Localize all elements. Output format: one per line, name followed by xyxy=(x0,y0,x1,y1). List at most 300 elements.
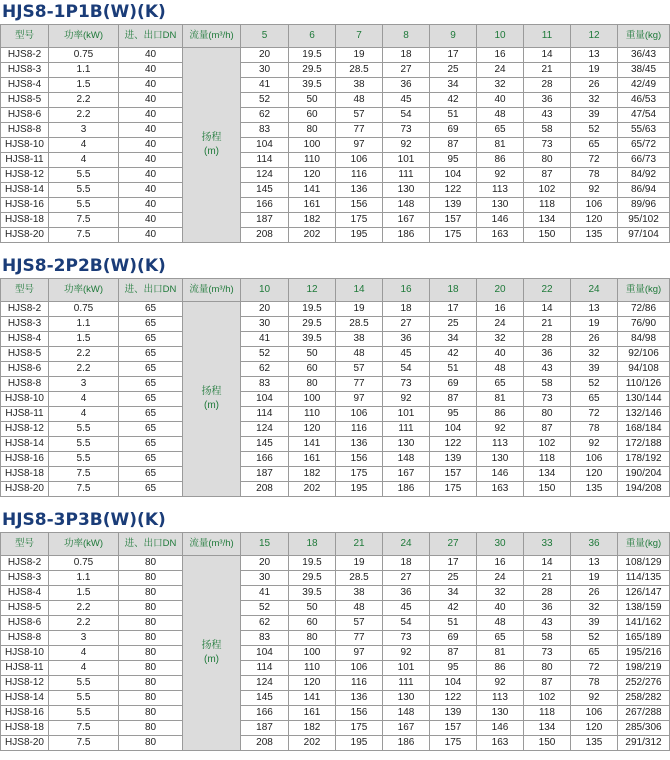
cell-head: 54 xyxy=(383,616,430,631)
table-row xyxy=(1,63,670,78)
cell-head: 81 xyxy=(477,138,524,153)
cell-head: 157 xyxy=(430,467,477,482)
cell-head: 39 xyxy=(571,362,618,377)
cell-head: 57 xyxy=(336,362,383,377)
cell-head: 48 xyxy=(477,108,524,123)
cell-head: 120 xyxy=(571,721,618,736)
cell-dn: 40 xyxy=(119,153,183,168)
cell-head: 182 xyxy=(289,721,336,736)
cell-head: 29.5 xyxy=(289,317,336,332)
cell-dn: 40 xyxy=(119,48,183,63)
cell-head: 208 xyxy=(241,482,289,497)
cell-head: 27 xyxy=(383,571,430,586)
cell-model: HJS8-5 xyxy=(1,93,49,108)
cell-model: HJS8-16 xyxy=(1,452,49,467)
cell-head: 118 xyxy=(524,198,571,213)
table-row xyxy=(1,616,670,631)
cell-head: 195 xyxy=(336,736,383,751)
table-row xyxy=(1,108,670,123)
cell-head: 130 xyxy=(383,691,430,706)
cell-head: 145 xyxy=(241,437,289,452)
header-row xyxy=(1,279,670,302)
cell-head: 120 xyxy=(289,168,336,183)
cell-head: 187 xyxy=(241,467,289,482)
cell-head: 78 xyxy=(571,422,618,437)
cell-head: 141 xyxy=(289,437,336,452)
cell-head: 139 xyxy=(430,198,477,213)
cell-head: 21 xyxy=(524,317,571,332)
table-row xyxy=(1,347,670,362)
cell-head: 52 xyxy=(241,93,289,108)
cell-model: HJS8-12 xyxy=(1,168,49,183)
cell-head: 17 xyxy=(430,556,477,571)
cell-head: 146 xyxy=(477,213,524,228)
cell-dn: 65 xyxy=(119,347,183,362)
cell-power: 4 xyxy=(49,138,119,153)
header-model: 型号 xyxy=(1,25,49,48)
cell-head: 92 xyxy=(383,138,430,153)
cell-head: 41 xyxy=(241,586,289,601)
cell-dn: 80 xyxy=(119,601,183,616)
cell-head: 187 xyxy=(241,213,289,228)
cell-head: 62 xyxy=(241,616,289,631)
cell-head: 72 xyxy=(571,661,618,676)
cell-weight: 84/98 xyxy=(618,332,670,347)
cell-head: 95 xyxy=(430,661,477,676)
cell-head: 163 xyxy=(477,228,524,243)
lift-label xyxy=(183,48,241,243)
cell-head: 106 xyxy=(336,407,383,422)
cell-head: 34 xyxy=(430,332,477,347)
cell-head: 186 xyxy=(383,482,430,497)
cell-head: 80 xyxy=(289,631,336,646)
cell-weight: 114/135 xyxy=(618,571,670,586)
cell-weight: 66/73 xyxy=(618,153,670,168)
cell-power: 4 xyxy=(49,646,119,661)
cell-head: 73 xyxy=(383,631,430,646)
header-weight: 重量(kg) xyxy=(618,25,670,48)
cell-head: 25 xyxy=(430,571,477,586)
cell-dn: 40 xyxy=(119,168,183,183)
cell-head: 19 xyxy=(336,556,383,571)
header-flow-value: 10 xyxy=(241,279,289,302)
cell-head: 166 xyxy=(241,198,289,213)
cell-head: 134 xyxy=(524,467,571,482)
cell-head: 38 xyxy=(336,78,383,93)
header-model: 型号 xyxy=(1,279,49,302)
cell-dn: 65 xyxy=(119,422,183,437)
cell-head: 104 xyxy=(430,168,477,183)
table-row xyxy=(1,706,670,721)
section-title: HJS8-1P1B(W)(K) xyxy=(2,2,166,22)
cell-head: 32 xyxy=(571,347,618,362)
lift-label xyxy=(183,556,241,751)
cell-head: 19 xyxy=(336,302,383,317)
cell-head: 116 xyxy=(336,168,383,183)
cell-head: 72 xyxy=(571,407,618,422)
header-power: 功率(kW) xyxy=(49,279,119,302)
header-flow-value: 12 xyxy=(289,279,336,302)
cell-head: 58 xyxy=(524,377,571,392)
cell-head: 104 xyxy=(241,392,289,407)
cell-head: 150 xyxy=(524,482,571,497)
cell-head: 148 xyxy=(383,198,430,213)
cell-head: 43 xyxy=(524,616,571,631)
cell-head: 14 xyxy=(524,48,571,63)
cell-head: 141 xyxy=(289,183,336,198)
cell-head: 32 xyxy=(477,78,524,93)
cell-head: 148 xyxy=(383,452,430,467)
cell-head: 69 xyxy=(430,123,477,138)
cell-dn: 80 xyxy=(119,556,183,571)
header-flow-value: 30 xyxy=(477,533,524,556)
cell-head: 26 xyxy=(571,78,618,93)
cell-head: 30 xyxy=(241,571,289,586)
cell-head: 52 xyxy=(241,601,289,616)
cell-head: 130 xyxy=(383,183,430,198)
table-row xyxy=(1,721,670,736)
table-row xyxy=(1,631,670,646)
cell-head: 45 xyxy=(383,347,430,362)
cell-model: HJS8-16 xyxy=(1,706,49,721)
cell-head: 135 xyxy=(571,228,618,243)
cell-head: 86 xyxy=(477,407,524,422)
table-row xyxy=(1,228,670,243)
header-weight: 重量(kg) xyxy=(618,533,670,556)
cell-head: 50 xyxy=(289,93,336,108)
cell-head: 195 xyxy=(336,228,383,243)
cell-head: 186 xyxy=(383,228,430,243)
cell-model: HJS8-4 xyxy=(1,586,49,601)
cell-head: 97 xyxy=(336,392,383,407)
cell-head: 48 xyxy=(477,616,524,631)
cell-head: 27 xyxy=(383,317,430,332)
cell-head: 28 xyxy=(524,78,571,93)
cell-weight: 94/108 xyxy=(618,362,670,377)
cell-weight: 46/53 xyxy=(618,93,670,108)
section-title: HJS8-2P2B(W)(K) xyxy=(2,256,166,276)
cell-power: 0.75 xyxy=(49,48,119,63)
cell-dn: 40 xyxy=(119,198,183,213)
cell-head: 65 xyxy=(571,392,618,407)
cell-head: 39 xyxy=(571,108,618,123)
cell-head: 80 xyxy=(524,661,571,676)
cell-dn: 80 xyxy=(119,586,183,601)
cell-head: 101 xyxy=(383,153,430,168)
cell-head: 186 xyxy=(383,736,430,751)
table-row xyxy=(1,437,670,452)
cell-model: HJS8-5 xyxy=(1,347,49,362)
cell-head: 130 xyxy=(477,198,524,213)
cell-head: 106 xyxy=(571,452,618,467)
cell-head: 17 xyxy=(430,302,477,317)
header-weight: 重量(kg) xyxy=(618,279,670,302)
cell-head: 113 xyxy=(477,437,524,452)
cell-head: 156 xyxy=(336,198,383,213)
cell-head: 208 xyxy=(241,736,289,751)
cell-head: 101 xyxy=(383,661,430,676)
table-row xyxy=(1,691,670,706)
table-row xyxy=(1,452,670,467)
cell-dn: 40 xyxy=(119,63,183,78)
cell-head: 101 xyxy=(383,407,430,422)
cell-head: 19 xyxy=(571,571,618,586)
cell-power: 4 xyxy=(49,392,119,407)
cell-dn: 40 xyxy=(119,183,183,198)
cell-weight: 165/189 xyxy=(618,631,670,646)
table-row xyxy=(1,646,670,661)
cell-head: 48 xyxy=(336,347,383,362)
cell-model: HJS8-14 xyxy=(1,691,49,706)
cell-head: 36 xyxy=(383,78,430,93)
cell-head: 83 xyxy=(241,377,289,392)
cell-weight: 267/288 xyxy=(618,706,670,721)
cell-weight: 138/159 xyxy=(618,601,670,616)
cell-head: 120 xyxy=(571,467,618,482)
header-flow-value: 27 xyxy=(430,533,477,556)
table-row xyxy=(1,571,670,586)
cell-weight: 130/144 xyxy=(618,392,670,407)
cell-model: HJS8-2 xyxy=(1,302,49,317)
header-flow: 流量(m³/h) xyxy=(183,533,241,556)
cell-head: 110 xyxy=(289,407,336,422)
cell-model: HJS8-8 xyxy=(1,631,49,646)
cell-dn: 65 xyxy=(119,467,183,482)
cell-head: 97 xyxy=(336,646,383,661)
cell-model: HJS8-14 xyxy=(1,437,49,452)
cell-head: 77 xyxy=(336,123,383,138)
cell-head: 92 xyxy=(571,437,618,452)
cell-head: 65 xyxy=(477,123,524,138)
cell-head: 65 xyxy=(571,138,618,153)
cell-weight: 108/129 xyxy=(618,556,670,571)
table-row xyxy=(1,302,670,317)
cell-dn: 65 xyxy=(119,317,183,332)
cell-head: 26 xyxy=(571,586,618,601)
cell-head: 19 xyxy=(571,317,618,332)
cell-head: 120 xyxy=(289,422,336,437)
cell-model: HJS8-2 xyxy=(1,556,49,571)
cell-head: 141 xyxy=(289,691,336,706)
cell-head: 73 xyxy=(383,377,430,392)
cell-power: 2.2 xyxy=(49,347,119,362)
cell-head: 19.5 xyxy=(289,302,336,317)
cell-head: 77 xyxy=(336,377,383,392)
cell-dn: 40 xyxy=(119,108,183,123)
header-flow-value: 12 xyxy=(571,25,618,48)
cell-head: 87 xyxy=(524,422,571,437)
cell-head: 175 xyxy=(336,721,383,736)
cell-head: 130 xyxy=(383,437,430,452)
cell-weight: 172/188 xyxy=(618,437,670,452)
cell-dn: 80 xyxy=(119,661,183,676)
cell-head: 29.5 xyxy=(289,63,336,78)
cell-head: 167 xyxy=(383,467,430,482)
cell-head: 202 xyxy=(289,736,336,751)
cell-head: 161 xyxy=(289,452,336,467)
header-power: 功率(kW) xyxy=(49,25,119,48)
cell-head: 175 xyxy=(336,467,383,482)
cell-head: 13 xyxy=(571,556,618,571)
cell-head: 39 xyxy=(571,616,618,631)
cell-head: 156 xyxy=(336,452,383,467)
cell-power: 3 xyxy=(49,123,119,138)
cell-weight: 252/276 xyxy=(618,676,670,691)
cell-head: 50 xyxy=(289,601,336,616)
header-flow-value: 18 xyxy=(289,533,336,556)
cell-head: 60 xyxy=(289,362,336,377)
cell-weight: 95/102 xyxy=(618,213,670,228)
cell-head: 60 xyxy=(289,108,336,123)
cell-head: 52 xyxy=(571,123,618,138)
cell-head: 45 xyxy=(383,601,430,616)
cell-head: 87 xyxy=(524,676,571,691)
cell-power: 2.2 xyxy=(49,616,119,631)
cell-power: 7.5 xyxy=(49,467,119,482)
cell-head: 175 xyxy=(336,213,383,228)
cell-dn: 65 xyxy=(119,302,183,317)
cell-head: 157 xyxy=(430,213,477,228)
cell-head: 122 xyxy=(430,183,477,198)
cell-head: 136 xyxy=(336,691,383,706)
cell-head: 27 xyxy=(383,63,430,78)
cell-head: 73 xyxy=(524,646,571,661)
cell-head: 20 xyxy=(241,48,289,63)
cell-head: 50 xyxy=(289,347,336,362)
cell-power: 7.5 xyxy=(49,213,119,228)
cell-head: 120 xyxy=(289,676,336,691)
cell-head: 163 xyxy=(477,736,524,751)
cell-head: 208 xyxy=(241,228,289,243)
header-flow-value: 18 xyxy=(430,279,477,302)
cell-head: 135 xyxy=(571,482,618,497)
cell-head: 130 xyxy=(477,452,524,467)
cell-head: 69 xyxy=(430,377,477,392)
cell-weight: 195/216 xyxy=(618,646,670,661)
cell-head: 114 xyxy=(241,661,289,676)
cell-head: 40 xyxy=(477,601,524,616)
cell-head: 145 xyxy=(241,183,289,198)
table-row xyxy=(1,736,670,751)
cell-head: 26 xyxy=(571,332,618,347)
cell-dn: 65 xyxy=(119,362,183,377)
cell-power: 1.1 xyxy=(49,571,119,586)
cell-dn: 80 xyxy=(119,736,183,751)
cell-weight: 126/147 xyxy=(618,586,670,601)
spec-table xyxy=(0,532,670,751)
cell-head: 51 xyxy=(430,108,477,123)
cell-head: 166 xyxy=(241,706,289,721)
table-row xyxy=(1,482,670,497)
cell-head: 80 xyxy=(289,123,336,138)
cell-model: HJS8-4 xyxy=(1,332,49,347)
cell-head: 92 xyxy=(477,168,524,183)
cell-head: 73 xyxy=(524,138,571,153)
cell-head: 57 xyxy=(336,616,383,631)
cell-power: 5.5 xyxy=(49,422,119,437)
cell-model: HJS8-20 xyxy=(1,482,49,497)
cell-head: 52 xyxy=(571,377,618,392)
cell-head: 124 xyxy=(241,676,289,691)
cell-head: 32 xyxy=(477,586,524,601)
cell-model: HJS8-3 xyxy=(1,63,49,78)
cell-head: 92 xyxy=(383,392,430,407)
cell-dn: 40 xyxy=(119,123,183,138)
cell-head: 42 xyxy=(430,347,477,362)
cell-model: HJS8-11 xyxy=(1,661,49,676)
cell-model: HJS8-6 xyxy=(1,108,49,123)
cell-dn: 80 xyxy=(119,646,183,661)
cell-model: HJS8-3 xyxy=(1,317,49,332)
header-flow-value: 33 xyxy=(524,533,571,556)
header-flow-value: 10 xyxy=(477,25,524,48)
lift-label-line: 扬程 xyxy=(201,386,222,397)
header-flow-value: 11 xyxy=(524,25,571,48)
cell-head: 145 xyxy=(241,691,289,706)
cell-dn: 80 xyxy=(119,571,183,586)
cell-model: HJS8-3 xyxy=(1,571,49,586)
header-flow-value: 21 xyxy=(336,533,383,556)
header-power: 功率(kW) xyxy=(49,533,119,556)
cell-dn: 65 xyxy=(119,332,183,347)
cell-head: 18 xyxy=(383,48,430,63)
cell-head: 195 xyxy=(336,482,383,497)
cell-head: 116 xyxy=(336,422,383,437)
header-row xyxy=(1,25,670,48)
cell-model: HJS8-8 xyxy=(1,377,49,392)
cell-head: 148 xyxy=(383,706,430,721)
cell-head: 28.5 xyxy=(336,571,383,586)
cell-weight: 132/146 xyxy=(618,407,670,422)
cell-head: 100 xyxy=(289,392,336,407)
cell-head: 86 xyxy=(477,661,524,676)
cell-head: 161 xyxy=(289,706,336,721)
cell-head: 62 xyxy=(241,362,289,377)
cell-head: 29.5 xyxy=(289,571,336,586)
cell-head: 48 xyxy=(336,601,383,616)
cell-head: 43 xyxy=(524,362,571,377)
cell-head: 161 xyxy=(289,198,336,213)
cell-head: 87 xyxy=(524,168,571,183)
table-row xyxy=(1,467,670,482)
header-flow-value: 9 xyxy=(430,25,477,48)
cell-head: 114 xyxy=(241,407,289,422)
cell-power: 1.1 xyxy=(49,63,119,78)
cell-head: 78 xyxy=(571,676,618,691)
cell-weight: 97/104 xyxy=(618,228,670,243)
cell-head: 51 xyxy=(430,362,477,377)
cell-head: 36 xyxy=(383,586,430,601)
cell-head: 104 xyxy=(241,646,289,661)
cell-head: 28.5 xyxy=(336,317,383,332)
cell-model: HJS8-6 xyxy=(1,362,49,377)
cell-head: 65 xyxy=(477,377,524,392)
cell-dn: 80 xyxy=(119,676,183,691)
cell-head: 163 xyxy=(477,482,524,497)
spec-section xyxy=(0,508,670,751)
lift-label xyxy=(183,302,241,497)
cell-head: 14 xyxy=(524,302,571,317)
cell-head: 78 xyxy=(571,168,618,183)
lift-label-line: (m) xyxy=(204,146,219,157)
cell-head: 51 xyxy=(430,616,477,631)
header-flow-value: 24 xyxy=(383,533,430,556)
cell-weight: 92/106 xyxy=(618,347,670,362)
cell-head: 157 xyxy=(430,721,477,736)
spec-section xyxy=(0,254,670,497)
cell-head: 28.5 xyxy=(336,63,383,78)
cell-head: 28 xyxy=(524,332,571,347)
